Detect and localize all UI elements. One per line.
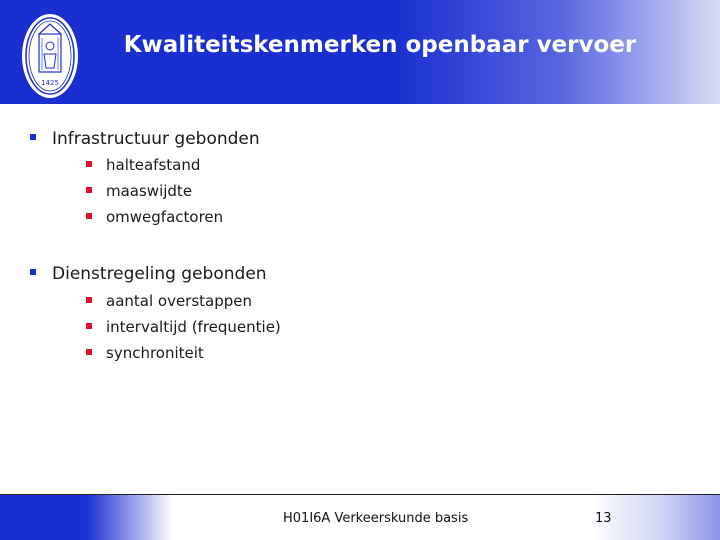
university-seal-logo [20,12,80,100]
list-item-label: maaswijdte [106,182,193,200]
list-item [86,344,204,362]
list-item [86,208,223,226]
square-bullet-icon [86,161,92,167]
list-item-label: synchroniteit [106,344,204,362]
slide-footer [0,495,720,540]
slide-body [0,104,720,494]
list-item [86,292,252,310]
square-bullet-icon [86,187,92,193]
list-item [86,182,192,200]
square-bullet-icon [86,297,92,303]
footer-course-label: H01I6A Verkeerskunde basis [283,511,469,526]
square-bullet-icon [30,134,36,140]
slide-title: Kwaliteitskenmerken openbaar vervoer [123,32,637,58]
square-bullet-icon [86,213,92,219]
list-item-label: halteafstand [106,156,201,174]
list-item-label: omwegfactoren [106,208,224,226]
square-bullet-icon [86,349,92,355]
square-bullet-icon [86,323,92,329]
section-heading-label: Infrastructuur gebonden [52,129,260,149]
page-number: 13 [595,511,612,526]
list-item [86,318,281,336]
list-item-label: intervaltijd (frequentie) [106,318,281,336]
list-item [86,156,200,174]
svg-text:1425: 1425 [41,79,59,87]
section-heading-timetable [30,264,267,284]
section-heading-infrastructure [30,129,260,149]
square-bullet-icon [30,269,36,275]
list-item-label: aantal overstappen [106,292,253,310]
section-heading-label: Dienstregeling gebonden [52,264,267,284]
slide-header [0,0,720,104]
